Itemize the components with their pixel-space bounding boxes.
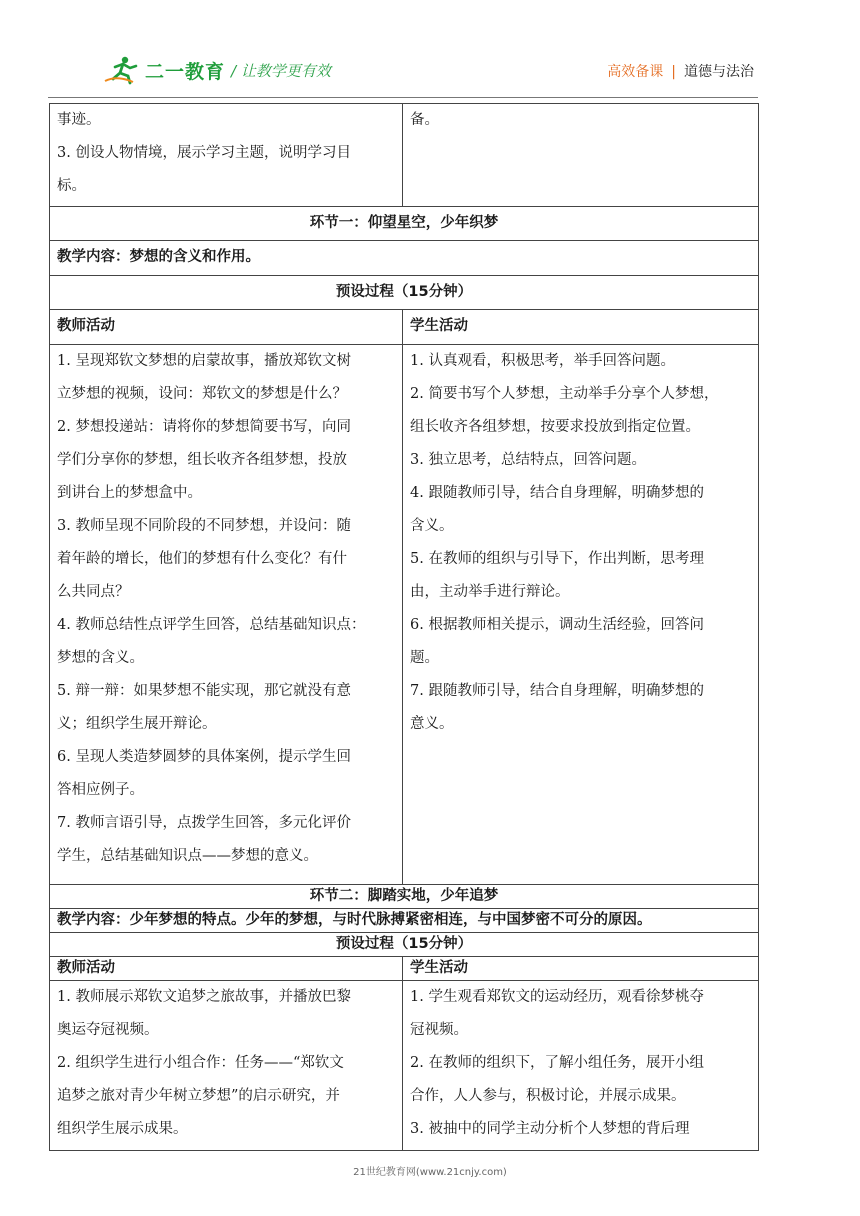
logo: [103, 52, 331, 88]
section1-process: 预设过程（15分钟）: [50, 276, 759, 310]
student-activity-header-2: 学生活动: [403, 957, 759, 981]
lesson-table: [49, 103, 759, 1151]
section2-title: 环节二：脚踏实地，少年追梦: [50, 885, 759, 909]
section1-student-cell: 1. 认真观看，积极思考，举手回答问题。 2. 简要书写个人梦想，主动举手分享个人梦想， 组长收齐各组梦想，按要求投放到指定位置。 3. 独立思考，总结特点，回答问题。 4. 跟随教师引导，结合自身理解，明确梦想的 含义。 5. 在教师的组织与引导下，作出判断，思考理 由，主动举手进行辩论。 6. 根据教师相关提示，调动生活经验，回答问 题。 7. 跟随教师引导，结合自身理解，明确梦想的 意义。: [403, 345, 759, 885]
section2-process: 预设过程（15分钟）: [50, 933, 759, 957]
section2-content: 教学内容：少年梦想的特点。少年的梦想，与时代脉搏紧密相连，与中国梦密不可分的原因。: [50, 909, 759, 933]
top-right-cell: 备。: [403, 104, 759, 207]
brand-name: 二一教育: [145, 60, 226, 83]
tag-prep: 高效备课: [607, 64, 664, 80]
tag-subject: 道德与法治: [684, 64, 754, 80]
runner-logo-icon: [103, 55, 143, 85]
page-footer: 21世纪教育网(www.21cnjy.com): [353, 1167, 507, 1178]
top-left-cell: 事迹。 3. 创设人物情境，展示学习主题，说明学习目 标。: [50, 104, 403, 207]
subject-tag: 高效备课 | 道德与法治: [607, 64, 754, 80]
teacher-activity-header: 教师活动: [50, 310, 403, 345]
student-activity-header: 学生活动: [403, 310, 759, 345]
page-header: [48, 52, 758, 90]
section1-teacher-cell: 1. 呈现郑钦文梦想的启蒙故事，播放郑钦文树 立梦想的视频，设问：郑钦文的梦想是什么？ 2. 梦想投递站：请将你的梦想简要书写，向同 学们分享你的梦想，组长收齐各组梦想，投放 到讲台上的梦想盒中。 3. 教师呈现不同阶段的不同梦想，并设问：随 着年龄的增长，他们的梦想有什么变化？有什 么共同点？ 4. 教师总结性点评学生回答，总结基础知识点： 梦想的含义。 5. 辩一辩：如果梦想不能实现，那它就没有意 义；组织学生展开辩论。 6. 呈现人类造梦圆梦的具体案例，提示学生回 答相应例子。 7. 教师言语引导，点拨学生回答，多元化评价 学生，总结基础知识点——梦想的意义。: [50, 345, 403, 885]
teacher-activity-header-2: 教师活动: [50, 957, 403, 981]
section1-title: 环节一：仰望星空，少年织梦: [50, 207, 759, 241]
section2-student-cell: 1. 学生观看郑钦文的运动经历，观看徐梦桃夺 冠视频。 2. 在教师的组织下，了解小组任务，展开小组 合作，人人参与，积极讨论，并展示成果。 3. 被抽中的同学主动分析个人梦想的背后理: [403, 981, 759, 1151]
section2-teacher-cell: 1. 教师展示郑钦文追梦之旅故事，并播放巴黎 奥运夺冠视频。 2. 组织学生进行小组合作：任务——“郑钦文 追梦之旅对青少年树立梦想”的启示研究，并 组织学生展示成果。: [50, 981, 403, 1151]
slogan: / 让教学更有效: [231, 61, 331, 80]
header-divider: [48, 97, 758, 98]
section1-content: 教学内容：梦想的含义和作用。: [50, 241, 759, 276]
